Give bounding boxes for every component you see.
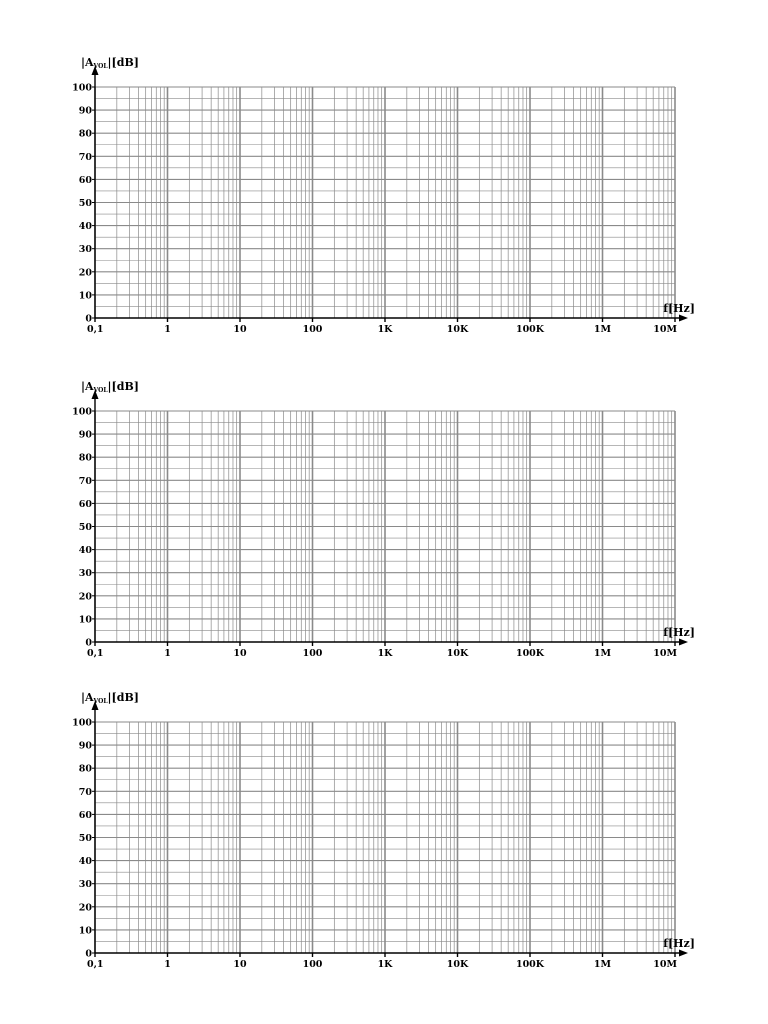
y-tick-label: 30 [78,879,92,891]
x-tick-label: 1M [593,959,612,970]
x-tick-label: 10K [446,648,469,659]
x-tick-label: 1M [593,648,612,659]
x-axis-arrow [679,950,688,957]
y-tick-label: 70 [78,151,92,163]
x-tick-label: 0,1 [87,648,104,659]
y-tick-label: 50 [78,198,92,209]
chart-svg [0,50,768,340]
y-tick-label: 20 [78,591,92,603]
y-tick-label: 30 [78,568,92,580]
y-tick-label: 50 [78,522,92,533]
y-axis-title-suffix: |[dB] [107,380,139,393]
y-tick-label: 0 [85,637,92,649]
x-tick-label: 10K [446,324,469,335]
y-axis-title-subscript: VOL [93,63,108,70]
y-tick-label: 80 [78,763,92,775]
y-axis-title-suffix: |[dB] [107,56,139,69]
x-tick-label: 1M [593,324,612,335]
y-axis-title [81,380,139,394]
x-tick-label: 1 [164,959,171,970]
y-tick-label: 100 [72,82,92,94]
x-axis-title: f[Hz] [663,937,695,950]
x-tick-label: 1K [377,324,393,335]
y-tick-label: 70 [78,475,92,487]
x-tick-label: 100K [515,324,545,335]
y-tick-label: 10 [78,614,92,626]
y-axis-title-subscript: VOL [93,698,108,705]
y-tick-label: 100 [72,406,92,418]
x-tick-label: 1 [164,648,171,659]
y-tick-label: 80 [78,452,92,464]
y-tick-label: 60 [78,174,92,186]
y-tick-label: 10 [78,290,92,302]
y-axis-title-prefix: |A [81,56,94,69]
y-tick-label: 40 [78,545,92,557]
y-tick-label: 0 [85,313,92,325]
y-axis-title [81,691,139,705]
x-tick-label: 100 [302,959,323,970]
y-axis-title-prefix: |A [81,380,94,393]
y-tick-label: 70 [78,786,92,798]
x-tick-label: 1K [377,959,393,970]
y-tick-label: 40 [78,856,92,868]
y-axis-title-prefix: |A [81,691,94,704]
y-tick-label: 40 [78,221,92,233]
y-tick-label: 10 [78,925,92,937]
bode-chart-2 [0,374,768,664]
y-tick-label: 20 [78,267,92,279]
x-tick-label: 100K [515,648,545,659]
y-tick-label: 30 [78,244,92,256]
y-tick-label: 50 [78,833,92,844]
y-tick-label: 80 [78,128,92,140]
x-tick-label: 0,1 [87,324,104,335]
x-tick-label: 10 [233,959,247,970]
x-tick-label: 10M [653,959,677,970]
y-tick-label: 90 [78,105,92,117]
chart-svg [0,374,768,664]
y-tick-label: 100 [72,717,92,729]
x-tick-label: 10 [233,324,247,335]
chart-svg [0,685,768,975]
bode-chart-1 [0,50,768,340]
x-tick-label: 0,1 [87,959,104,970]
y-tick-label: 90 [78,429,92,441]
y-tick-label: 60 [78,498,92,510]
x-tick-label: 10M [653,648,677,659]
y-axis-title-suffix: |[dB] [107,691,139,704]
bode-chart-3 [0,685,768,975]
x-tick-label: 10K [446,959,469,970]
x-tick-label: 100 [302,324,323,335]
x-axis-arrow [679,315,688,322]
x-tick-label: 100K [515,959,545,970]
x-tick-label: 10M [653,324,677,335]
x-axis-arrow [679,639,688,646]
y-axis-title-subscript: VOL [93,387,108,394]
y-tick-label: 90 [78,740,92,752]
x-tick-label: 100 [302,648,323,659]
x-axis-title: f[Hz] [663,302,695,315]
x-axis-title: f[Hz] [663,626,695,639]
x-tick-label: 1 [164,324,171,335]
x-tick-label: 10 [233,648,247,659]
x-tick-label: 1K [377,648,393,659]
y-tick-label: 0 [85,948,92,960]
y-axis-title [81,56,139,70]
y-tick-label: 20 [78,902,92,914]
y-tick-label: 60 [78,809,92,821]
